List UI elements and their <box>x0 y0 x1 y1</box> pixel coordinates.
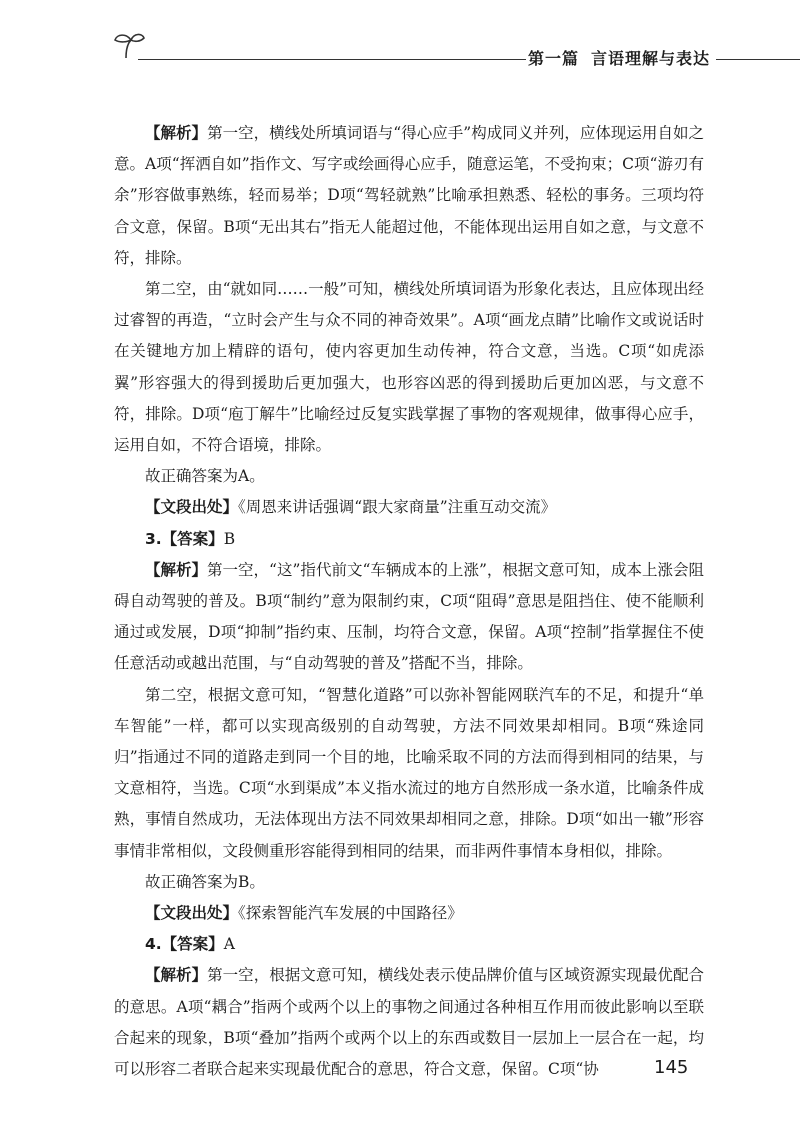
paragraph-text: 第一空，“这”指代前文“车辆成本的上涨”，根据文意可知，成本上涨会阻碍自动驾驶的普及。B项“制约”意为限制约束，C项“阻碍”意思是阻挡住、使不能顺利通过或发展，D项“抑制”指约束、压制，均符合文意，保留。A项“控制”指掌握住不使任意活动或越出范围，与“自动驾驶的普及”搭配不当，排除。 <box>114 560 704 673</box>
paragraph-text: 第二空，由“就如同……一般”可知，横线处所填词语为形象化表达，且应体现出经过睿智的再造，“立时会产生与众不同的神奇效果”。A项“画龙点睛”比喻作文或说话时在关键地方加上精辟的语句，使内容更加生动传神，符合文意，当选。C项“如虎添翼”形容强大的得到援助后更加强大，也形容凶恶的得到援助后更加凶恶，与文意不符，排除。D项“庖丁解牛”比喻经过反复实践掌握了事物的客观规律，做事得心应手，运用自如，不符合语境，排除。 <box>114 280 704 455</box>
paragraph-text: 第一空，横线处所填词语与“得心应手”构成同义并列，应体现运用自如之意。A项“挥洒自如”指作文、写字或绘画得心应手，随意运笔，不受拘束；C项“游刃有余”形容做事熟练，轻而易举；D项“驾轻就熟”比喻承担熟悉、轻松的事务。三项均符合文意，保留。B项“无出其右”指无人能超过他，不能体现出运用自如之意，与文意不符，排除。 <box>114 124 704 267</box>
answer-line <box>114 524 704 555</box>
paragraph <box>114 461 704 492</box>
section-title: 言语理解与表达 <box>591 49 711 68</box>
part-title: 第一篇 <box>528 49 580 68</box>
paragraph <box>114 274 704 461</box>
header-rule-left <box>138 59 526 60</box>
paragraph-text: 故正确答案为A。 <box>145 467 265 486</box>
paragraph-label: 【解析】 <box>145 124 208 142</box>
paragraph-text: 第一空，根据文意可知，横线处表示使品牌价值与区域资源实现最优配合的意思。A项“耦合”指两个或两个以上的事物之间通过各种相互作用而彼此影响以至联合起来的现象，B项“叠加”指两个或两个以上的东西或数目一层加上一层合在一起，均可以形容二者联合起来实现最优配合的意思，符合文意，保留。C项“协 <box>114 966 704 1079</box>
paragraph-label: 【解析】 <box>145 966 208 985</box>
page-body <box>114 118 704 1085</box>
paragraph-label: 3.【答案】 <box>145 529 224 548</box>
paragraph-label: 4.【答案】 <box>145 935 224 954</box>
page-number: 145 <box>654 1057 689 1078</box>
source-line <box>114 898 704 929</box>
paragraph <box>114 867 704 898</box>
paragraph-label: 【文段出处】 <box>145 904 239 923</box>
paragraph-text: 第二空，根据文意可知，“智慧化道路”可以弥补智能网联汽车的不足，和提升“单车智能”一样，都可以实现高级别的自动驾驶，方法不同效果却相同。B项“殊途同归”指通过不同的道路走到同一个目的地，比喻采取不同的方法而得到相同的结果，与文意相符，当选。C项“水到渠成”本义指水流过的地方自然形成一条水道，比喻条件成熟，事情自然成功，无法体现出方法不同效果却相同之意，排除。D项“如出一辙”形容事情非常相似，文段侧重形容能得到相同的结果，而非两件事情本身相似，排除。 <box>114 685 704 860</box>
paragraph-text: B <box>223 529 236 548</box>
running-title <box>528 46 710 69</box>
paragraph-label: 【解析】 <box>145 560 208 579</box>
sprout-icon <box>112 30 146 60</box>
paragraph <box>114 680 704 867</box>
page-header <box>0 0 800 80</box>
paragraph-text: 《周恩来讲话强调“跟大家商量”注重互动交流》 <box>238 498 557 517</box>
paragraph-text: A <box>223 935 235 954</box>
paragraph <box>114 118 704 274</box>
paragraph-text: 《探索智能汽车发展的中国路径》 <box>238 904 463 923</box>
header-rule-right <box>716 59 800 60</box>
paragraph <box>114 960 704 1085</box>
answer-line <box>114 929 704 960</box>
paragraph <box>114 555 704 680</box>
source-line <box>114 492 704 523</box>
paragraph-label: 【文段出处】 <box>145 498 239 517</box>
paragraph-text: 故正确答案为B。 <box>145 872 265 891</box>
